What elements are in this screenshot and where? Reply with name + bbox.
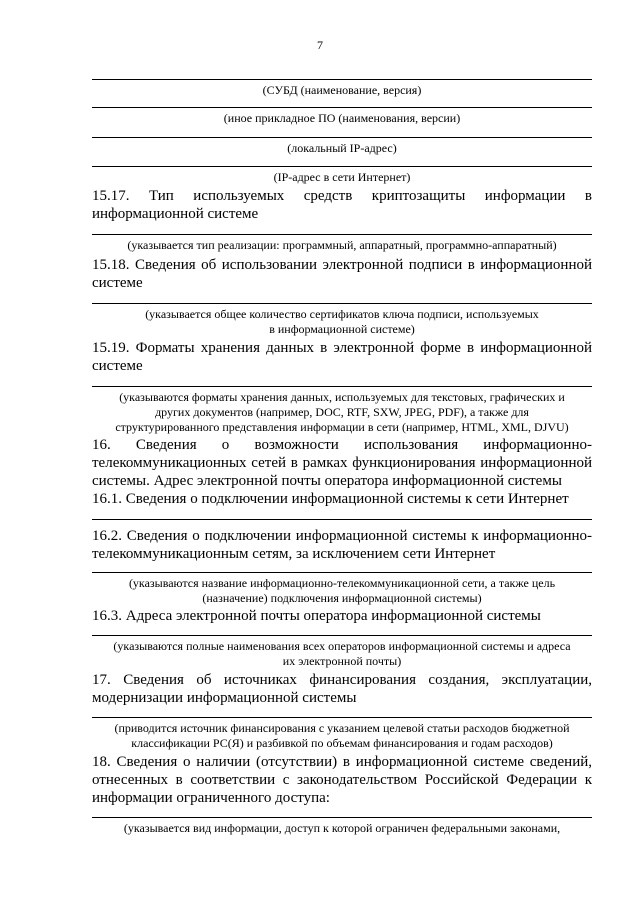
fill-line-local-ip (92, 137, 592, 138)
fill-line-funding (92, 717, 592, 718)
section-15-18-line-2: системе (92, 275, 143, 291)
section-16-2-line-1: 16.2. Сведения о подключении информационной системы к информационно- (92, 528, 592, 544)
caption-internet-ip: (IP-адрес в сети Интернет) (273, 170, 411, 184)
fill-line-dbms (92, 79, 592, 80)
caption-formats-3: структурированного представления информации в сети (например, HTML, XML, DJVU) (115, 420, 569, 434)
fill-line-internet (92, 519, 592, 520)
caption-certificates-1: (указывается общее количество сертификатов ключа подписи, используемых (145, 307, 539, 321)
section-18-line-3: информации ограниченного доступа: (92, 790, 330, 806)
section-15-17-line-1: 15.17. Тип используемых средств криптозащиты информации в (92, 188, 592, 204)
caption-funding-2: классификации РС(Я) и разбивкой по объемам финансирования и годам расходов) (131, 736, 553, 750)
section-18-line-1: 18. Сведения о наличии (отсутствии) в информационной системе сведений, (92, 754, 592, 770)
fill-line-restricted (92, 817, 592, 818)
caption-restricted-1: (указывается вид информации, доступ к которой ограничен федеральными законами, (123, 821, 561, 835)
section-15-19-line-2: системе (92, 358, 143, 374)
fill-line-internet-ip (92, 166, 592, 167)
section-16-2-line-2: телекоммуникационным сетям, за исключением сети Интернет (92, 546, 496, 562)
fill-line-e-signature (92, 303, 592, 304)
caption-other-software: (иное прикладное ПО (наименования, версии) (223, 111, 461, 125)
caption-network-1: (указываются название информационно-телекоммуникационной сети, а также цель (128, 576, 556, 590)
fill-line-other-software (92, 107, 592, 108)
fill-line-crypto (92, 234, 592, 235)
section-16-line-3: системы. Адрес электронной почты оператора информационной системы (92, 473, 562, 489)
fill-line-emails (92, 635, 592, 636)
caption-network-2: (назначение) подключения информационной системы) (202, 591, 482, 605)
section-15-19-line-1: 15.19. Форматы хранения данных в электронной форме в информационной (92, 340, 592, 356)
caption-funding-1: (приводится источник финансирования с указанием целевой статьи расходов бюджетной (114, 721, 570, 735)
caption-emails-2: их электронной почты) (282, 654, 402, 668)
caption-formats-2: других документов (например, DOC, RTF, SXW, JPEG, PDF), а также для (155, 405, 529, 419)
caption-formats-1: (указываются форматы хранения данных, используемых для текстовых, графических и (119, 390, 565, 404)
caption-local-ip: (локальный IP-адрес) (287, 141, 397, 155)
section-15-18-line-1: 15.18. Сведения об использовании электронной подписи в информационной (92, 257, 592, 273)
section-16-line-2: телекоммуникационных сетей в рамках функционирования информационной (92, 455, 592, 471)
section-15-17-line-2: информационной системе (92, 206, 259, 222)
page-number: 7 (317, 38, 323, 52)
section-17-line-1: 17. Сведения об источниках финансирования создания, эксплуатации, (92, 672, 592, 688)
caption-emails-1: (указываются полные наименования всех операторов информационной системы и адреса (113, 639, 571, 653)
caption-certificates-2: в информационной системе) (269, 322, 415, 336)
fill-line-networks (92, 572, 592, 573)
section-17-line-2: модернизации информационной системы (92, 690, 357, 706)
fill-line-formats (92, 386, 592, 387)
section-18-line-2: отнесенных в соответствии с законодательством Российской Федерации к (92, 772, 592, 788)
section-16-line-1: 16. Сведения о возможности использования информационно- (92, 437, 592, 453)
caption-dbms: (СУБД (наименование, версия) (262, 83, 422, 97)
section-16-1: 16.1. Сведения о подключении информационной системы к сети Интернет (92, 491, 569, 507)
section-16-3: 16.3. Адреса электронной почты оператора информационной системы (92, 608, 541, 624)
caption-implementation-type: (указывается тип реализации: программный, аппаратный, программно-аппаратный) (127, 238, 557, 252)
